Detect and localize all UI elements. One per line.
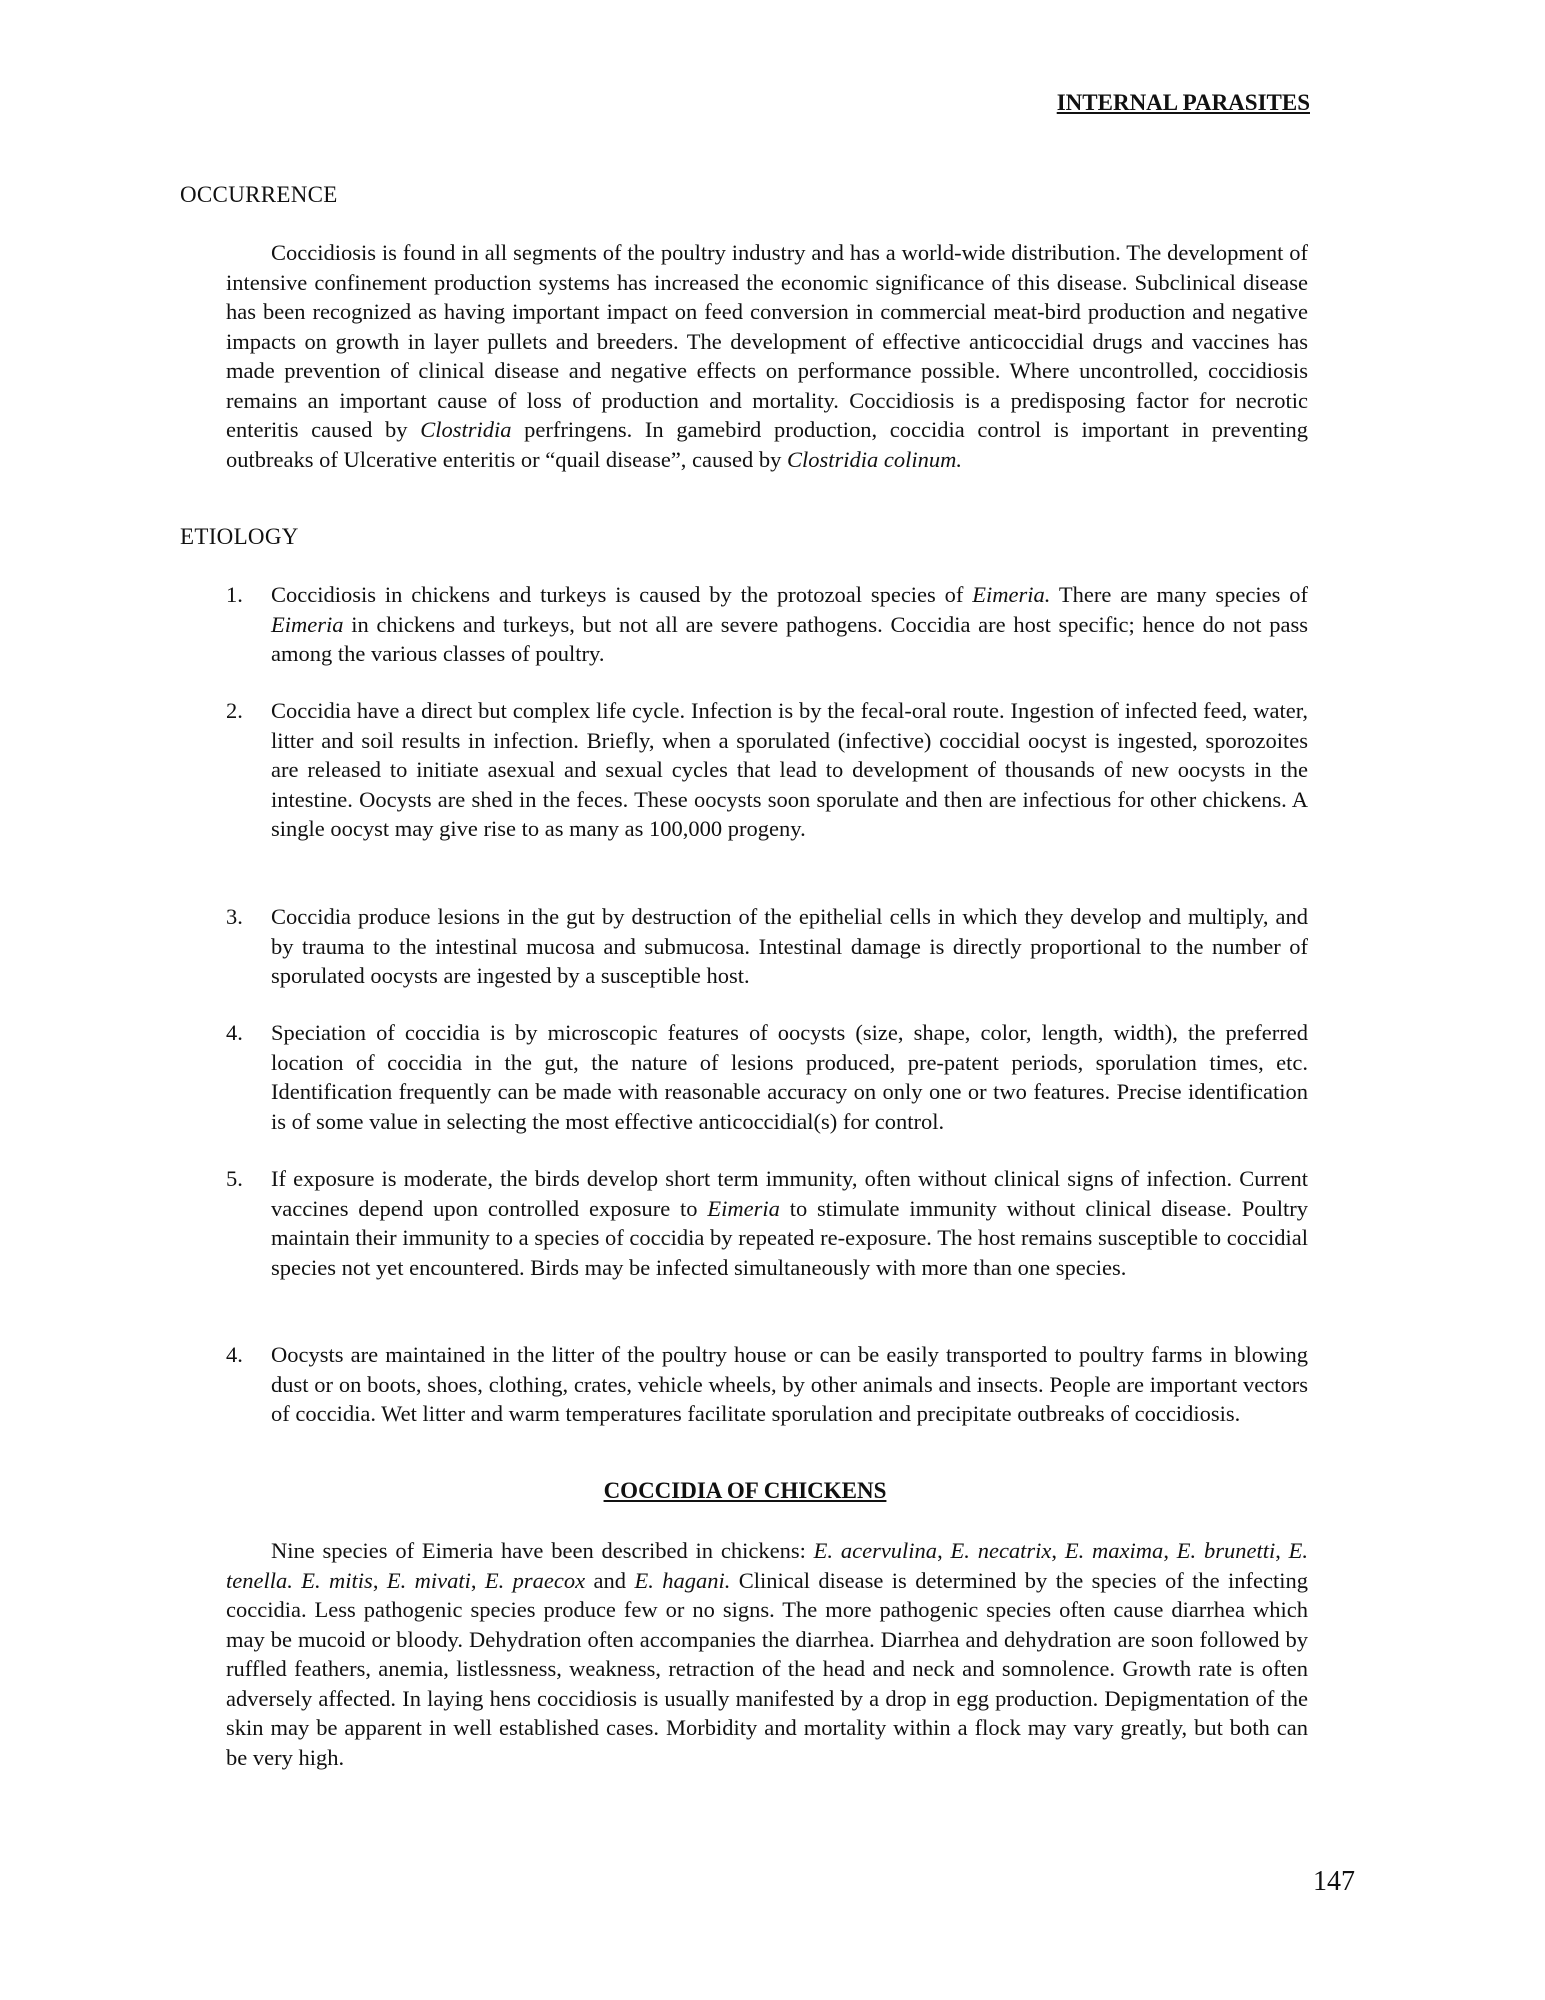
text-run: , [1163,1538,1177,1563]
list-item-text: Coccidia have a direct but complex life cycle. Infection is by the fecal-oral route. Ingestion of infected feed, water, litter and soil results in infection. Briefly, when a sporulated (infective) coccidial oocyst is ingested, sporozoites are released to initiate asexual and sexual cycles that lead to development of thousands of new oocysts in the intestine. Oocysts are shed in the feces. These oocysts soon sporulate and then are infectious for other chickens. A single oocyst may give rise to as many as 100,000 progeny. [271,698,1308,841]
section-heading-etiology: ETIOLOGY [180,524,299,549]
text-run: Coccidiosis in chickens and turkeys is caused by the protozoal species of [271,582,973,607]
species-name: E. acervulina [813,1538,938,1563]
species-name: E. praecox [484,1567,586,1593]
list-item-text [271,580,1308,669]
occurrence-text-2: perfringens. In gamebird production, coccidia control is important in preventing outbreaks of Ulcerative enteritis or “quail disease”, caused by [226,417,1308,472]
italic-run: Eimeria. [972,582,1051,607]
occurrence-clostridia-colinum: Clostridia colinum. [787,446,963,472]
list-item-number: 2. [226,698,243,723]
list-item-number: 4. [226,1342,243,1367]
italic-run: Eimeria [707,1195,780,1221]
list-item-number: 3. [226,904,243,929]
species-name: E. mitis [301,1567,373,1593]
text-run: Clinical disease is determined by the species of the infecting coccidia. Less pathogenic species produce few or no signs. The more pathogenic species often cause diarrhea which may be mucoid or bloody. Dehydration often accompanies the diarrhea. Diarrhea and dehydration are soon followed by ruffled feathers, anemia, listlessness, weakness, retraction of the head and neck and somnolence. Growth rate is often adversely affected. In laying hens coccidiosis is usually manifested by a drop in egg production. Depigmentation of the skin may be apparent in well established cases. Morbidity and mortality within a flock may vary greatly, but both can be very high. [226,1567,1308,1770]
section-heading-coccidia-of-chickens: COCCIDIA OF CHICKENS [603,1478,887,1503]
list-item-number: 1. [226,582,243,607]
page-number: 147 [1313,1866,1355,1897]
species-name: E. necatrix [950,1538,1052,1563]
species-name: E. tenella. [226,1538,1309,1593]
text-run: , [1275,1538,1289,1563]
species-name: E. maxima [1064,1538,1164,1563]
species-name: E. mivati [386,1567,471,1593]
list-item-text: Oocysts are maintained in the litter of the poultry house or can be easily transported to poultry farms in blowing dust or on boots, shoes, clothing, crates, vehicle wheels, by other animals and insects. People are important vectors of coccidia. Wet litter and warm temperatures facilitate sporulation and precipitate outbreaks of coccidiosis. [271,1342,1308,1426]
text-run: There are many species of [1050,582,1308,607]
text-run: in chickens and turkeys, but not all are severe pathogens. Coccidia are host specific; hence do not pass among the various classes of poultry. [271,611,1308,666]
list-item-text [271,1164,1308,1282]
text-run: to stimulate immunity without clinical disease. Poultry maintain their immunity to a species of coccidia by repeated re-exposure. The host remains susceptible to coccidial species not yet encountered. Birds may be infected simultaneously with more than one species. [271,1195,1308,1280]
list-item-text: Coccidia produce lesions in the gut by destruction of the epithelial cells in which they develop and multiply, and by trauma to the intestinal mucosa and submucosa. Intestinal damage is directly proportional to the number of sporulated oocysts are ingested by a susceptible host. [271,904,1308,988]
occurrence-clostridia: Clostridia [420,417,512,442]
text-run: Nine species of Eimeria have been described in chickens: [271,1538,814,1563]
list-item-number: 4. [226,1020,243,1045]
text-run: , [372,1567,387,1593]
section-heading-occurrence: OCCURRENCE [180,182,338,207]
text-run: , [470,1567,485,1593]
list-item-text: Speciation of coccidia is by microscopic features of oocysts (size, shape, color, length, width), the preferred location of coccidia in the gut, the nature of lesions produced, pre-patent periods, sporulation times, etc. Identification frequently can be made with reasonable accuracy on only one or two features. Precise identification is of some value in selecting the most effective anticoccidial(s) for control. [271,1020,1308,1134]
text-run: , [937,1538,951,1563]
occurrence-paragraph [226,238,1308,474]
running-head: INTERNAL PARASITES [1056,90,1310,115]
chickens-paragraph [226,1536,1308,1772]
species-name: E. hagani. [634,1567,731,1593]
occurrence-text-1: Coccidiosis is found in all segments of the poultry industry and has a world-wide distribution. The development of intensive confinement production systems has increased the economic significance of this disease. Subclinical disease has been recognized as having important impact on feed conversion in commercial meat-bird production and negative impacts on growth in layer pullets and breeders. The development of effective anticoccidial drugs and vaccines has made prevention of clinical disease and negative effects on performance possible. Where uncontrolled, coccidiosis remains an important cause of loss of production and mortality. Coccidiosis is a predisposing factor for necrotic enteritis caused by [226,240,1308,442]
text-run: and [585,1567,635,1593]
text-run [293,1568,301,1593]
list-item-number: 5. [226,1166,243,1191]
text-run: , [1051,1538,1065,1563]
text-run: If exposure is moderate, the birds develop short term immunity, often without clinical signs of infection. Current vaccines depend upon controlled exposure to [271,1166,1308,1221]
italic-run: Eimeria [271,611,344,637]
species-name: E. brunetti [1176,1538,1276,1563]
